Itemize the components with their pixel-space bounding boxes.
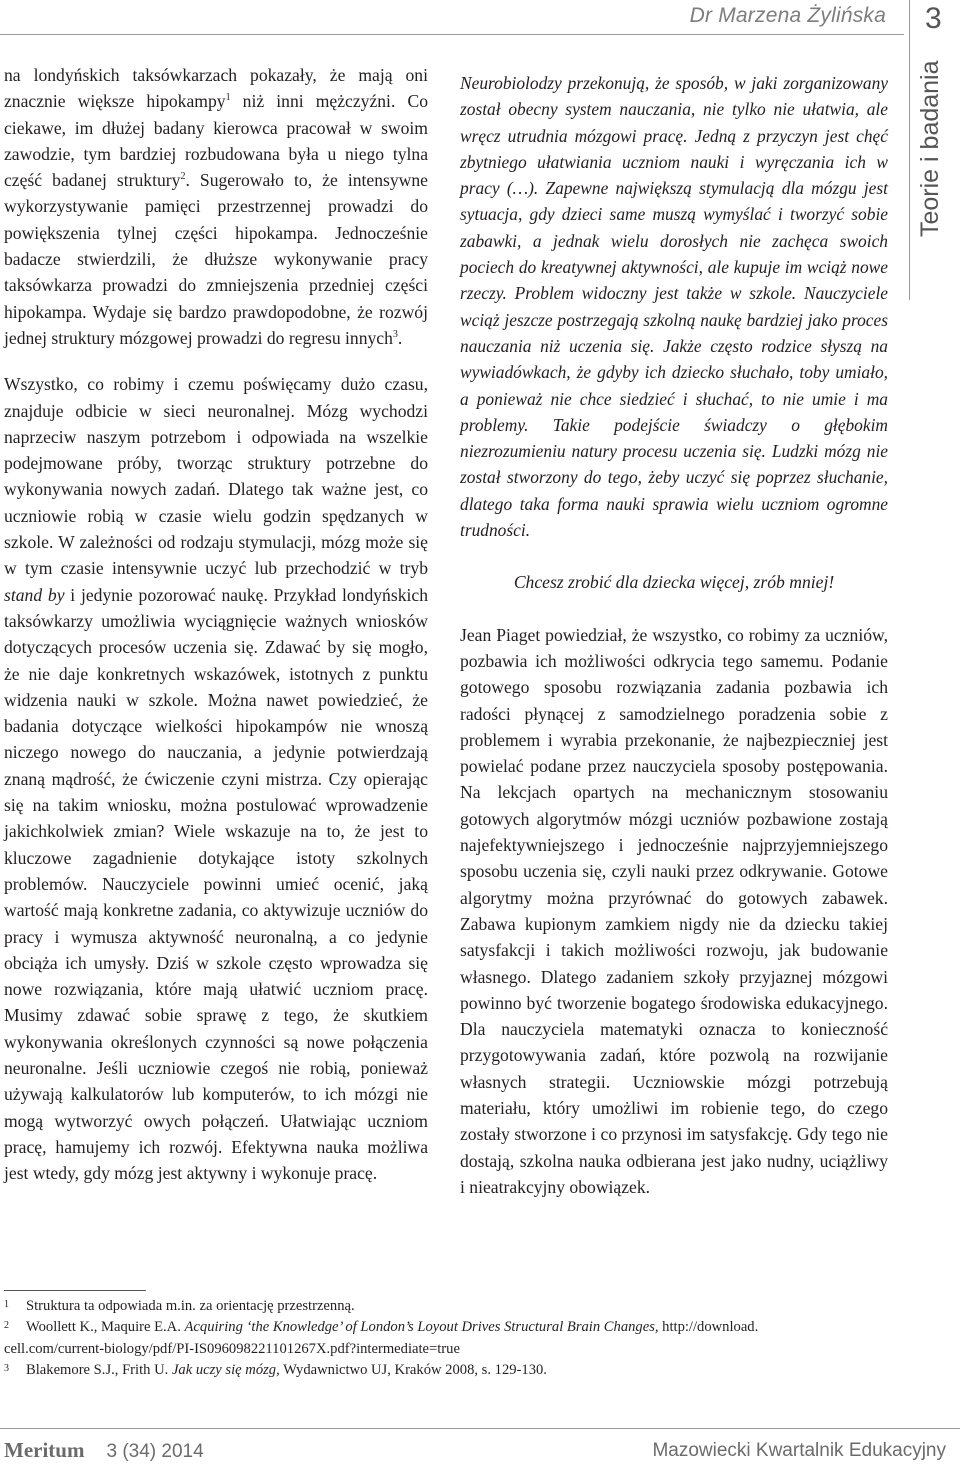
footnote-divider	[4, 1290, 146, 1291]
text-run: na londyńskich taksówkarzach pokazały, że mają oni znacznie większe hipokampy	[4, 65, 428, 112]
footnote-ref-1[interactable]: 1	[225, 92, 231, 104]
paragraph-neural-network	[4, 371, 428, 1186]
footer-issue: 3 (34) 2014	[106, 1441, 204, 1462]
footnote-number: 3	[4, 1363, 9, 1375]
footer-divider	[0, 1428, 960, 1429]
footnote-ref-3[interactable]: 3	[392, 329, 398, 341]
footer-publication: Mazowiecki Kwartalnik Edukacyjny	[652, 1440, 946, 1461]
header-divider	[0, 34, 904, 35]
footer-brand-block	[4, 1438, 204, 1463]
quote-paragraph: Neurobiolodzy przekonują, że sposób, w jaki zorganizowany został obecny system nauczania, nie tylko nie ułatwia, ale wręcz utrudnia mózgowi pracę. Jedną z przyczyn jest chęć zbytniego ułatwiania uczniom nauki i wyręczania ich w pracy (…). Zapewne największą stymulacją dla mózgu jest sytuacja, gdy dzieci same muszą wymyślać i tworzyć sobie zabawki, a jednak wielu dorosłych nie zachęca swoich pociech do kreatywnej aktywności, ale kupuje im wciąż nowe rzeczy. Problem widoczny jest także w szkole. Nauczyciele wciąż jeszcze postrzegają szkolną naukę bardziej jako proces nauczania niż uczenia się. Jakże często rodzice słyszą na wywiadówkach, że gdyby ich dziecko słuchało, toby umiało, a ponieważ nie chce siedzieć i słuchać, to nie umie i ma problemy. Takie podejście świadczy o głębokim niezrozumieniu natury procesu uczenia się. Ludzki mózg nie został stworzony do tego, żeby uczyć się poprzez słuchanie, dlatego taka forma nauki sprawia wielu uczniom ogromne trudności.	[460, 73, 888, 541]
footer-brand: Meritum	[4, 1438, 85, 1462]
footnote-publisher: Wydawnictwo UJ, Kraków 2008, s. 129-130.	[279, 1362, 547, 1379]
footnote-2	[4, 1317, 894, 1338]
text-run: .	[397, 327, 403, 348]
footnote-authors: Blakemore S.J., Frith U.	[26, 1362, 172, 1379]
text-run: Wszystko, co robimy i czemu poświęcamy dużo czasu, znajduje odbicie w sieci neuronalnej. Mózg wychodzi naprzeciw naszym potrzebom i odpowiada na wszelkie podejmowane próby, tworząc struktury potrzebne do wykonywania nowych zadań. Dlatego tak ważne jest, co uczniowie robią w czasie wielu godzin spędzanych w szkole. W zależności od rodzaju stymulacji, mózg może się w tym czasie intensywnie uczyć lub przechodzić w tryb	[4, 374, 428, 579]
footnote-title: Jak uczy się mózg,	[171, 1362, 280, 1379]
footnote-number: 1	[4, 1299, 9, 1310]
paragraph-hippocampus	[4, 62, 428, 351]
section-title-vertical: Teorie i badania	[916, 60, 944, 237]
footnotes	[4, 1296, 894, 1382]
left-column	[4, 62, 428, 1186]
paragraph-piaget: Jean Piaget powiedział, że wszystko, co robimy za uczniów, pozbawia ich możliwości odkrycia tego samemu. Podanie gotowego sposobu rozwiązania zadania pozbawia ich radości płynącej z samodzielnego poradzenia sobie z problemem i wyrabia przekonanie, że najbezpieczniej jest powielać podane przez nauczyciela sposoby postępowania. Na lekcjach opartych na mechanicznym stosowaniu gotowych algorytmów mózgi uczniów pozbawione zostają najefektywniejszego i jednocześnie najprzyjemniejszego sposobu uczenia się, czyli nauki przez odkrywanie. Gotowe algorytmy można przyrównać do gotowych zabawek. Zabawa kupionym zamkiem nigdy nie da dziecku takiej satysfakcji i takich możliwości rozwoju, jak budowanie własnego. Dlatego zadaniem szkoły przyjaznej mózgowi powinno być tworzenie bogatego środowiska edukacyjnego. Dla nauczyciela matematyki oznacza to konieczność przygotowywania zadań, które pozwolą na rozwijanie własnych strategii. Uczniowskie mózgi potrzebują materiału, który umożliwi im robienie tego, do czego zostały stworzone i co przynosi im satysfakcję. Gdy tego nie dostają, szkolna nauka odbierana jest jako nudny, uciążliwy i nieatrakcyjny obowiązek.	[460, 624, 888, 1197]
footnote-number: 2	[4, 1320, 9, 1332]
footnote-text: Struktura ta odpowiada m.in. za orientację przestrzenną.	[26, 1298, 355, 1314]
footnote-1	[4, 1296, 894, 1317]
footnote-2-url[interactable]: cell.com/current-biology/pdf/PI-IS096098221101267X.pdf?intermediate=true	[4, 1340, 460, 1357]
footnote-ref-2[interactable]: 2	[180, 171, 186, 183]
footnote-title: Acquiring ‘the Knowledge’ of London’s Loyout Drives Structural Brain Changes,	[184, 1319, 659, 1336]
subheading: Chcesz zrobić dla dziecka więcej, zrób mniej!	[513, 572, 835, 593]
right-column	[460, 70, 888, 1200]
text-run: . Sugerowało to, że intensywne wykorzystywanie pamięci przestrzennej prowadzi do powiększenia tylnej części hipokampa. Jednocześnie badacze stwierdzili, że dłuższe wykonywanie pracy taksówkarza prowadzi do zmniejszenia przedniej części hipokampa. Wydaje się bardzo prawdopodobne, że rozwój jednej struktury mózgowej prowadzi do regresu innych	[4, 170, 428, 348]
footnote-3	[4, 1360, 894, 1381]
italic-term: stand by	[4, 584, 65, 605]
side-divider	[909, 0, 910, 300]
text-run: i jedynie pozorować naukę. Przykład londyńskich taksówkarzy umożliwia wyciągnięcie ważnych wniosków dotyczących procesów uczenia się. Zdawać by się mogło, że nie daje konkretnych wskazówek, istotnych z punktu widzenia nauki w szkole. Można nawet powiedzieć, że badania dotyczące wielkości hipokampów nie wnoszą niczego nowego do nauczania, a jedynie potwierdzają znaną mądrość, że ćwiczenie czyni mistrza. Czy opierając się na takim wniosku, można postulować wprowadzenie jakichkolwiek zmian? Wiele wskazuje na to, że jest to kluczowe zagadnienie dotykające istoty szkolnych problemów. Nauczyciele powinni umieć ocenić, jaką wartość mają konkretne zadania, co aktywizuje uczniów do pracy i wymusza aktywność neuronalną, a co jedynie obciąża ich umysły. Dziś w szkole często wprowadza się nowe rozwiązania, które mają ułatwić uczniom pracę. Musimy zdawać sobie sprawę z tego, że skutkiem wykonywania określonych czynności są nowe połączenia neuronalne. Jeśli uczniowie czegoś nie robią, ponieważ używają kalkulatorów lub komputerów, to ich mózgi nie mogą wytworzyć owych połączeń. Ułatwiając uczniom pracę, hamujemy ich rozwój. Efektywna nauka możliwa jest wtedy, gdy mózg jest aktywny i wykonuje pracę.	[4, 584, 428, 1184]
page-number: 3	[925, 2, 942, 35]
footnote-authors: Woollett K., Maquire E.A.	[26, 1319, 185, 1336]
text-run: niż inni mężczyźni. Co ciekawe, im dłużej badany kierowca pracował w swoim zawodzie, tym bardziej rozbudowana była u niego tylna część badanej struktury	[4, 91, 428, 191]
running-head-author: Dr Marzena Żylińska	[689, 4, 886, 27]
footnote-link-start[interactable]: http://download.	[658, 1319, 759, 1336]
